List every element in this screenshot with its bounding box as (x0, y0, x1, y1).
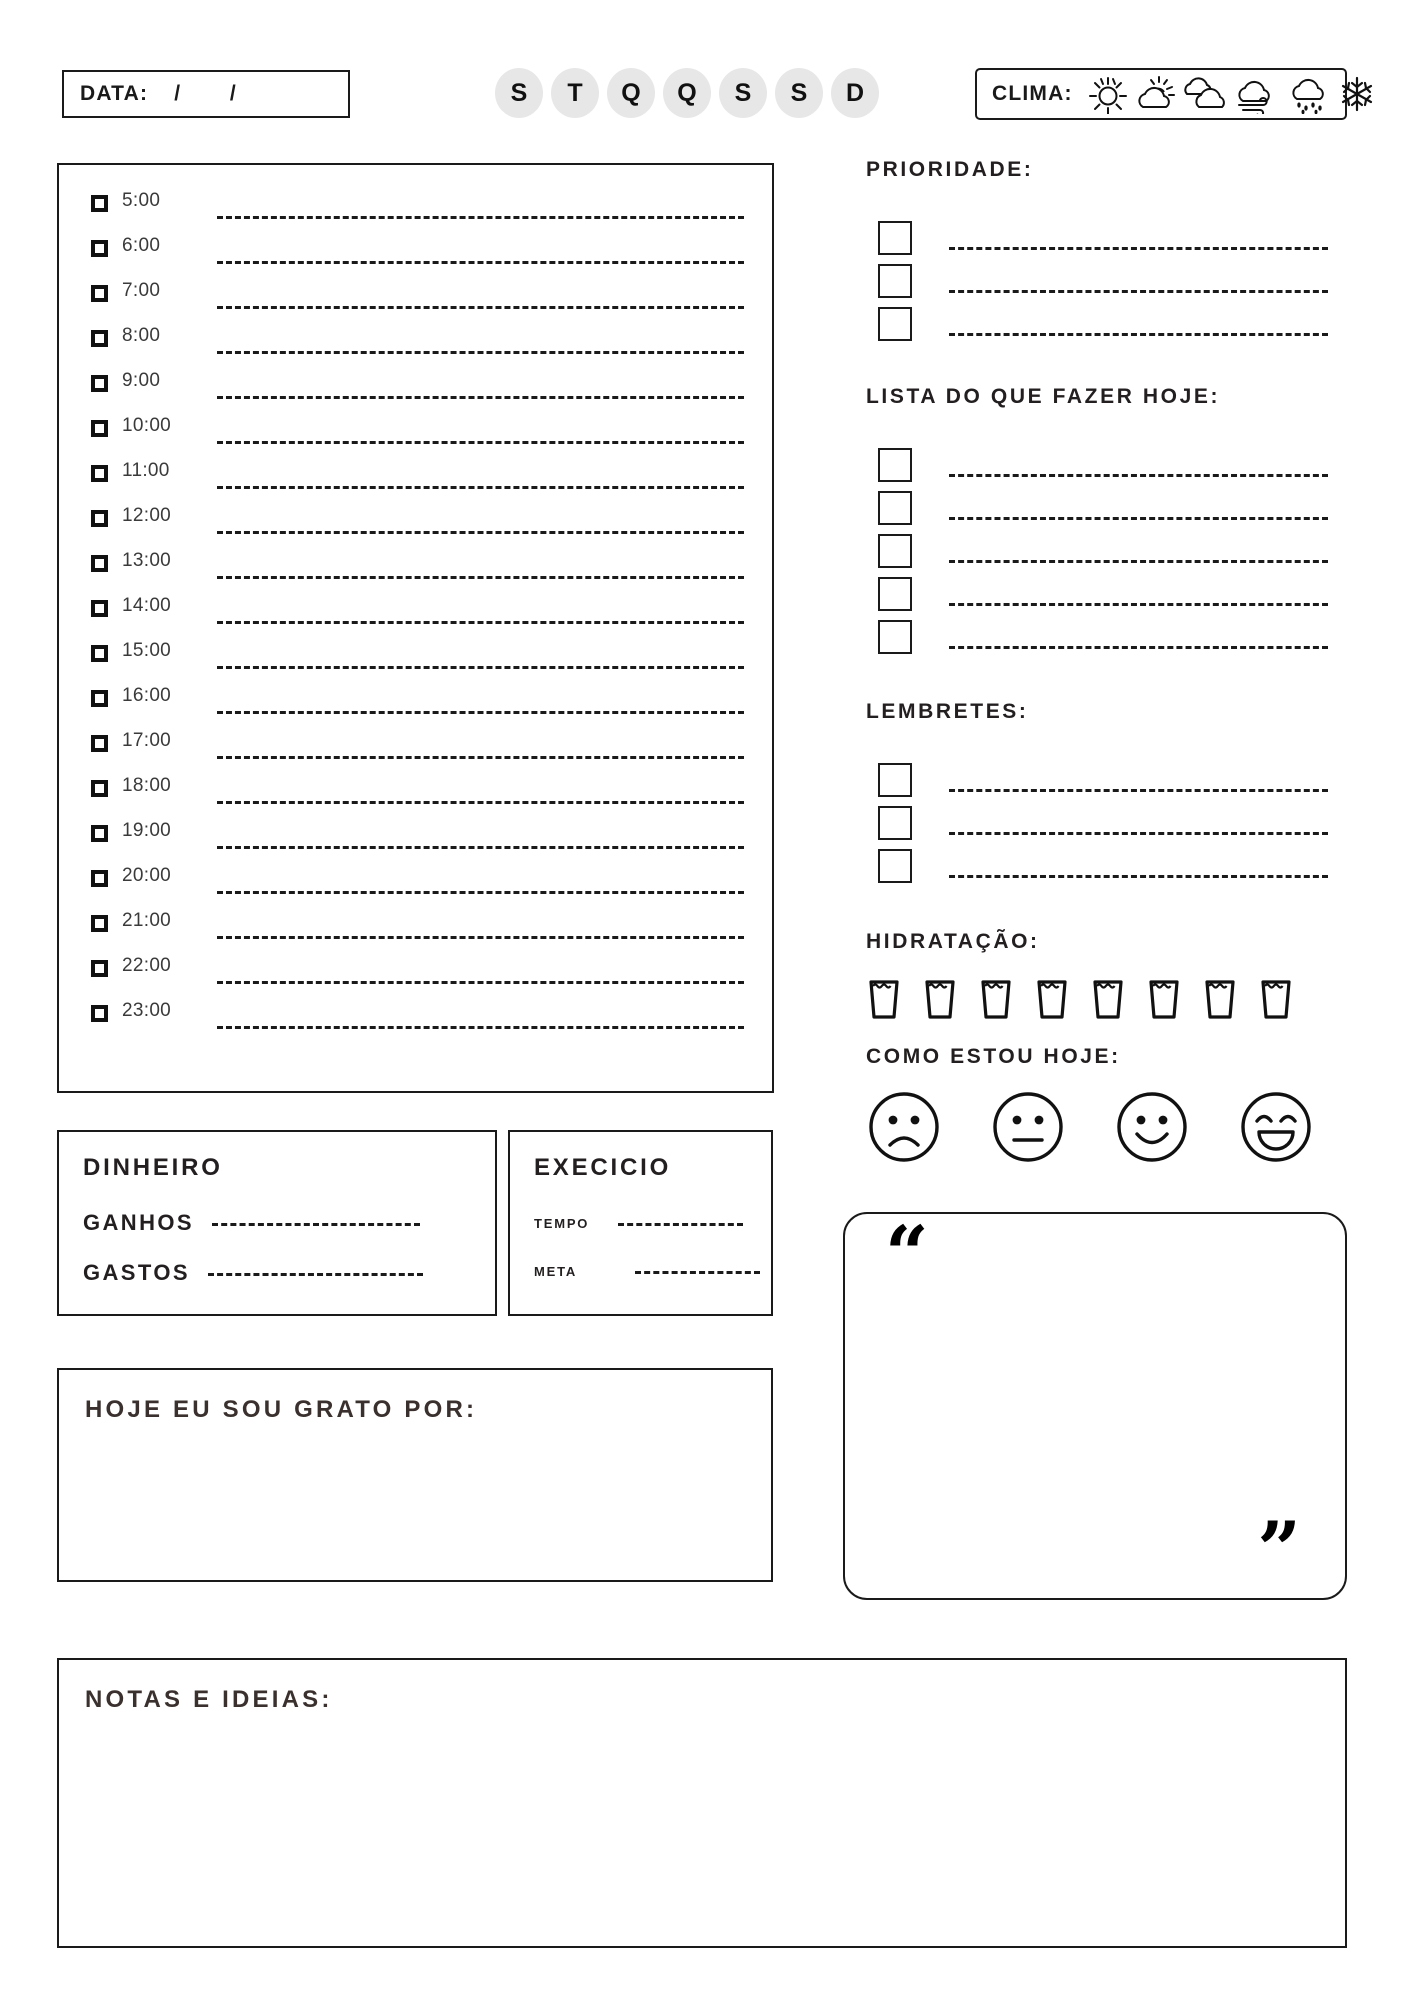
schedule-write-line[interactable] (217, 981, 744, 984)
weekday-segunda[interactable]: S (495, 68, 543, 118)
exercise-time-write-line[interactable] (618, 1223, 743, 1226)
schedule-time: 8:00 (122, 325, 161, 346)
todo-row[interactable] (866, 445, 1328, 488)
schedule-write-line[interactable] (217, 396, 744, 399)
water-glass-icon[interactable] (1034, 976, 1070, 1021)
water-glass-icon[interactable] (1090, 976, 1126, 1021)
date-value: / / (174, 82, 258, 105)
schedule-checkbox[interactable] (91, 870, 108, 887)
schedule-write-line[interactable] (217, 846, 744, 849)
schedule-time: 7:00 (122, 280, 161, 301)
header-bar (0, 0, 1414, 120)
weather-label: CLIMA: (992, 82, 1073, 105)
schedule-checkbox[interactable] (91, 780, 108, 797)
schedule-row[interactable] (59, 634, 772, 679)
exercise-row-time[interactable] (534, 1215, 764, 1233)
reminder-write-line[interactable] (949, 789, 1328, 792)
expenses-label: GASTOS (83, 1260, 190, 1285)
schedule-time: 14:00 (122, 595, 172, 616)
schedule-write-line[interactable] (217, 801, 744, 804)
schedule-write-line[interactable] (217, 756, 744, 759)
schedule-write-line[interactable] (217, 441, 744, 444)
reminder-checkbox[interactable] (878, 849, 912, 883)
rain-cloud-icon[interactable] (1286, 74, 1334, 114)
earnings-label: GANHOS (83, 1210, 194, 1235)
schedule-row[interactable] (59, 994, 772, 1039)
gratitude-card[interactable] (57, 1368, 773, 1582)
schedule-row[interactable] (59, 184, 772, 229)
schedule-checkbox[interactable] (91, 375, 108, 392)
schedule-checkbox[interactable] (91, 240, 108, 257)
weekday-terca[interactable]: T (551, 68, 599, 118)
schedule-checkbox[interactable] (91, 420, 108, 437)
todo-title: LISTA DO QUE FAZER HOJE: (866, 385, 1221, 408)
exercise-card (508, 1130, 773, 1316)
schedule-write-line[interactable] (217, 306, 744, 309)
todo-checkbox[interactable] (878, 620, 912, 654)
hydration-glass-group (866, 976, 1294, 1021)
schedule-checkbox[interactable] (91, 555, 108, 572)
schedule-time: 11:00 (122, 460, 170, 481)
schedule-time: 17:00 (122, 730, 172, 751)
schedule-time: 23:00 (122, 1000, 172, 1021)
schedule-write-line[interactable] (217, 711, 744, 714)
todo-checkbox[interactable] (878, 491, 912, 525)
schedule-time: 16:00 (122, 685, 172, 706)
schedule-write-line[interactable] (217, 261, 744, 264)
todo-write-line[interactable] (949, 603, 1328, 606)
quote-card[interactable] (843, 1209, 1347, 1600)
priority-row[interactable] (866, 304, 1328, 347)
schedule-row[interactable] (59, 589, 772, 634)
priority-write-line[interactable] (949, 290, 1328, 293)
schedule-row[interactable] (59, 544, 772, 589)
date-field[interactable] (62, 70, 350, 118)
smile-face-icon[interactable] (1114, 1089, 1190, 1165)
todo-row[interactable] (866, 488, 1328, 531)
todo-section (866, 385, 1328, 660)
schedule-checkbox[interactable] (91, 510, 108, 527)
schedule-row[interactable] (59, 409, 772, 454)
weekday-quinta[interactable]: Q (663, 68, 711, 118)
schedule-write-line[interactable] (217, 486, 744, 489)
priority-row[interactable] (866, 218, 1328, 261)
money-title: DINHEIRO (83, 1154, 223, 1181)
money-row-earnings[interactable] (83, 1210, 475, 1236)
schedule-time: 10:00 (122, 415, 172, 436)
schedule-checkbox[interactable] (91, 645, 108, 662)
reminder-row[interactable] (866, 846, 1328, 889)
money-row-expenses[interactable] (83, 1260, 475, 1286)
schedule-row[interactable] (59, 364, 772, 409)
gratitude-title: HOJE EU SOU GRATO POR: (85, 1396, 478, 1423)
clouds-icon[interactable] (1182, 74, 1230, 114)
earnings-write-line[interactable] (212, 1223, 420, 1226)
water-glass-icon[interactable] (1258, 976, 1294, 1021)
schedule-checkbox[interactable] (91, 600, 108, 617)
schedule-time: 19:00 (122, 820, 172, 841)
reminder-write-line[interactable] (949, 875, 1328, 878)
schedule-checkbox[interactable] (91, 690, 108, 707)
priority-section (866, 158, 1328, 347)
todo-write-line[interactable] (949, 560, 1328, 563)
water-glass-icon[interactable] (922, 976, 958, 1021)
snowflake-icon[interactable] (1337, 74, 1377, 114)
schedule-checkbox[interactable] (91, 735, 108, 752)
sad-face-icon[interactable] (866, 1089, 942, 1165)
grin-face-icon[interactable] (1238, 1089, 1314, 1165)
todo-checkbox[interactable] (878, 448, 912, 482)
exercise-title: EXECICIO (534, 1154, 672, 1181)
schedule-row[interactable] (59, 319, 772, 364)
schedule-write-line[interactable] (217, 936, 744, 939)
mood-section (866, 1045, 1314, 1165)
notes-card[interactable] (57, 1658, 1347, 1948)
schedule-row[interactable] (59, 724, 772, 769)
schedule-time: 13:00 (122, 550, 172, 571)
mood-face-group (866, 1089, 1314, 1165)
reminders-title: LEMBRETES: (866, 700, 1029, 723)
schedule-row[interactable] (59, 499, 772, 544)
schedule-row[interactable] (59, 769, 772, 814)
schedule-write-line[interactable] (217, 351, 744, 354)
weather-field (975, 68, 1347, 120)
water-glass-icon[interactable] (1202, 976, 1238, 1021)
schedule-write-line[interactable] (217, 531, 744, 534)
schedule-time: 5:00 (122, 190, 161, 211)
weekday-quarta[interactable]: Q (607, 68, 655, 118)
weekday-sexta[interactable]: S (719, 68, 767, 118)
schedule-time: 6:00 (122, 235, 161, 256)
priority-title: PRIORIDADE: (866, 158, 1034, 181)
water-glass-icon[interactable] (1146, 976, 1182, 1021)
money-card (57, 1130, 497, 1316)
water-glass-icon[interactable] (978, 976, 1014, 1021)
schedule-time: 15:00 (122, 640, 172, 661)
schedule-checkbox[interactable] (91, 195, 108, 212)
priority-checkbox[interactable] (878, 221, 912, 255)
schedule-time: 21:00 (122, 910, 172, 931)
quote-open-mark: “ (885, 1209, 929, 1298)
todo-row[interactable] (866, 574, 1328, 617)
todo-row[interactable] (866, 617, 1328, 660)
todo-write-line[interactable] (949, 517, 1328, 520)
reminders-section (866, 700, 1328, 889)
reminder-row[interactable] (866, 760, 1328, 803)
exercise-goal-write-line[interactable] (635, 1271, 760, 1274)
windy-cloud-icon[interactable] (1233, 74, 1283, 114)
priority-checkbox[interactable] (878, 307, 912, 341)
mood-title: COMO ESTOU HOJE: (866, 1045, 1121, 1068)
schedule-write-line[interactable] (217, 891, 744, 894)
schedule-time: 22:00 (122, 955, 172, 976)
weekday-selector[interactable] (495, 68, 879, 118)
schedule-time: 9:00 (122, 370, 161, 391)
todo-row[interactable] (866, 531, 1328, 574)
schedule-row[interactable] (59, 679, 772, 724)
todo-write-line[interactable] (949, 474, 1328, 477)
priority-write-line[interactable] (949, 333, 1328, 336)
hourly-schedule (57, 163, 774, 1093)
schedule-write-line[interactable] (217, 666, 744, 669)
sun-behind-cloud-icon[interactable] (1133, 74, 1179, 114)
exercise-time-label: TEMPO (534, 1216, 590, 1231)
sun-icon[interactable] (1086, 74, 1130, 114)
schedule-checkbox[interactable] (91, 825, 108, 842)
schedule-write-line[interactable] (217, 576, 744, 579)
neutral-face-icon[interactable] (990, 1089, 1066, 1165)
schedule-checkbox[interactable] (91, 960, 108, 977)
schedule-time: 12:00 (122, 505, 172, 526)
priority-write-line[interactable] (949, 247, 1328, 250)
hydration-section (866, 930, 1294, 1021)
schedule-checkbox[interactable] (91, 285, 108, 302)
exercise-row-goal[interactable] (534, 1263, 764, 1281)
priority-row[interactable] (866, 261, 1328, 304)
schedule-row[interactable] (59, 949, 772, 994)
todo-write-line[interactable] (949, 646, 1328, 649)
schedule-row[interactable] (59, 274, 772, 319)
water-glass-icon[interactable] (866, 976, 902, 1021)
schedule-checkbox[interactable] (91, 465, 108, 482)
notes-title: NOTAS E IDEIAS: (85, 1686, 333, 1713)
schedule-row[interactable] (59, 454, 772, 499)
todo-checkbox[interactable] (878, 577, 912, 611)
schedule-write-line[interactable] (217, 621, 744, 624)
reminder-write-line[interactable] (949, 832, 1328, 835)
schedule-row[interactable] (59, 904, 772, 949)
schedule-row[interactable] (59, 229, 772, 274)
schedule-checkbox[interactable] (91, 915, 108, 932)
date-label: DATA: (80, 82, 149, 105)
reminder-row[interactable] (866, 803, 1328, 846)
schedule-write-line[interactable] (217, 216, 744, 219)
quote-close-mark: ” (1257, 1505, 1301, 1594)
schedule-write-line[interactable] (217, 1026, 744, 1029)
exercise-goal-label: META (534, 1264, 578, 1279)
weather-icon-group (1086, 74, 1377, 114)
schedule-checkbox[interactable] (91, 1005, 108, 1022)
reminder-checkbox[interactable] (878, 763, 912, 797)
schedule-checkbox[interactable] (91, 330, 108, 347)
weekday-domingo[interactable]: D (831, 68, 879, 118)
schedule-row[interactable] (59, 814, 772, 859)
todo-checkbox[interactable] (878, 534, 912, 568)
schedule-row[interactable] (59, 859, 772, 904)
weekday-sabado[interactable]: S (775, 68, 823, 118)
reminder-checkbox[interactable] (878, 806, 912, 840)
schedule-time: 20:00 (122, 865, 172, 886)
schedule-time: 18:00 (122, 775, 172, 796)
hydration-title: HIDRATAÇÃO: (866, 930, 1040, 953)
priority-checkbox[interactable] (878, 264, 912, 298)
expenses-write-line[interactable] (208, 1273, 423, 1276)
